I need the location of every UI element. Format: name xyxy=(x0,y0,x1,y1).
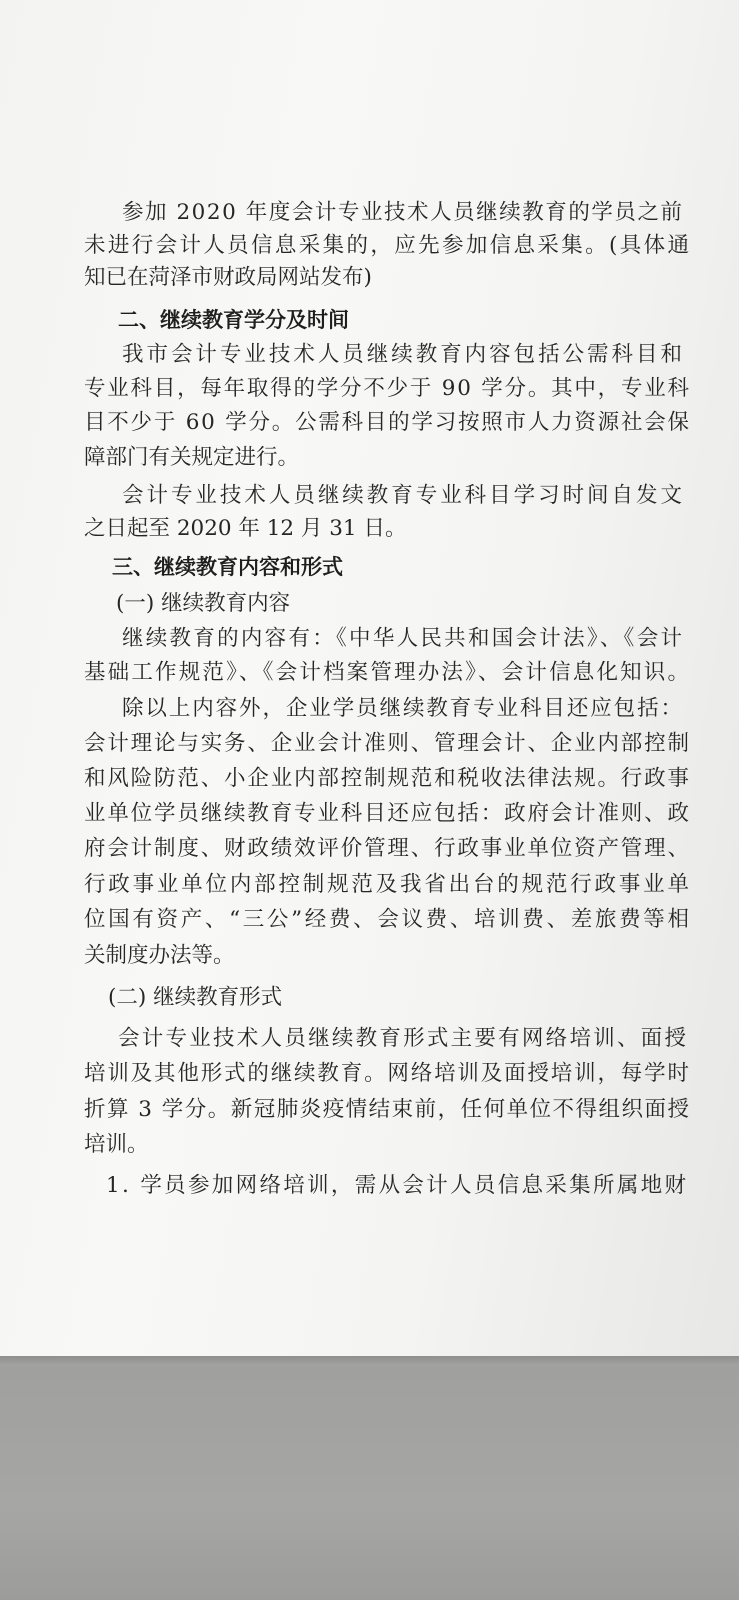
text-line: 行政事业单位内部控制规范及我省出台的规范行政事业单 xyxy=(84,872,692,897)
text-line: 障部门有关规定进行。 xyxy=(84,445,300,470)
text-line: 1. 学员参加网络培训，需从会计人员信息采集所属地财 xyxy=(106,1173,689,1198)
text-line: 基础工作规范》、《会计档案管理办法》、会计信息化知识。 xyxy=(84,660,692,685)
text-line: 关制度办法等。 xyxy=(84,943,235,968)
text-line: 业单位学员继续教育专业科目还应包括：政府会计准则、政 xyxy=(84,801,691,826)
text-line: 参加 2020 年度会计专业技术人员继续教育的学员之前 xyxy=(122,200,684,225)
section-heading: 三、继续教育内容和形式 xyxy=(112,555,343,579)
text-line: 会计理论与实务、企业会计准则、管理会计、企业内部控制 xyxy=(84,731,691,756)
text-line: 和风险防范、小企业内部控制规范和税收法律法规。行政事 xyxy=(84,766,691,791)
text-line: 之日起至 2020 年 12 月 31 日。 xyxy=(84,516,407,541)
text-line: 位国有资产、“三公”经费、会议费、培训费、差旅费等相 xyxy=(84,907,692,932)
subsection-heading: (二) 继续教育形式 xyxy=(108,985,283,1010)
subsection-heading: (一) 继续教育内容 xyxy=(116,591,291,616)
text-line: 我市会计专业技术人员继续教育内容包括公需科目和 xyxy=(122,342,685,367)
text-line: 继续教育的内容有：《中华人民共和国会计法》、《会计 xyxy=(122,626,685,651)
text-line: 折算 3 学分。新冠肺炎疫情结束前，任何单位不得组织面授 xyxy=(84,1097,691,1122)
background-surface xyxy=(0,1366,739,1600)
text-line: 培训及其他形式的继续教育。网络培训及面授培训，每学时 xyxy=(84,1061,691,1086)
text-line: 府会计制度、财政绩效评价管理、行政事业单位资产管理、 xyxy=(84,836,691,861)
text-line: 目不少于 60 学分。公需科目的学习按照市人力资源社会保 xyxy=(84,410,691,435)
text-line: 专业科目，每年取得的学分不少于 90 学分。其中，专业科 xyxy=(84,376,691,401)
text-line: 知已在菏泽市财政局网站发布) xyxy=(84,265,372,290)
page-edge-shadow xyxy=(0,1356,739,1366)
text-line: 除以上内容外，企业学员继续教育专业科目还应包括： xyxy=(122,696,684,721)
section-heading: 二、继续教育学分及时间 xyxy=(118,308,349,332)
text-line: 会计专业技术人员继续教育形式主要有网络培训、面授 xyxy=(118,1026,689,1051)
text-line: 培训。 xyxy=(84,1132,149,1157)
text-line: 会计专业技术人员继续教育专业科目学习时间自发文 xyxy=(122,483,685,508)
text-line: 未进行会计人员信息采集的，应先参加信息采集。(具体通 xyxy=(84,233,692,258)
